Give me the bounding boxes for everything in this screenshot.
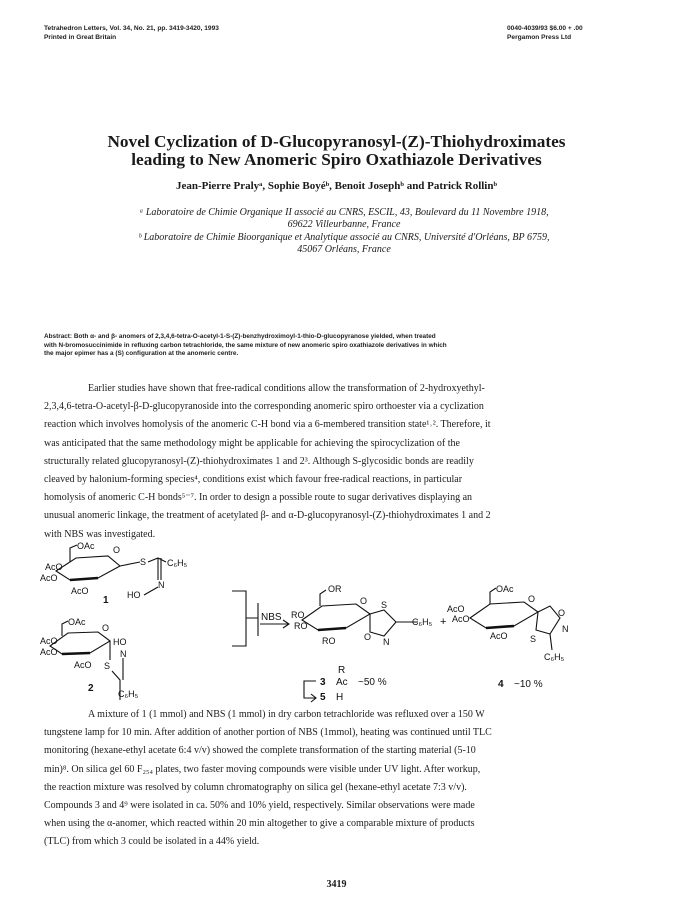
scheme-label: OAc bbox=[496, 584, 514, 594]
bond bbox=[148, 558, 166, 580]
plus-sign: + bbox=[440, 616, 447, 628]
paragraph-line: homolysis of anomeric C-H bonds⁵⁻⁷. In order to design a possible route to sugar derivatives displaying an bbox=[44, 492, 473, 504]
scheme-label: AcO bbox=[40, 647, 58, 657]
paragraph-line: when using the α-anomer, which reacted within 20 min altogether to give a comparable mixture of products bbox=[44, 818, 475, 830]
bond bbox=[318, 628, 346, 630]
paragraph-line: 2,3,4,6-tetra-O-acetyl-β-D-glucopyranoside into the corresponding anomeric spiro orthoester via a cyclization bbox=[44, 401, 484, 413]
bond bbox=[62, 653, 90, 654]
abstract-line: Abstract: Both α- and β- anomers of 2,3,4,6-tetra-O-acetyl-1-S-(Z)-benzhydroximoyl-1-thio-D-glucopyranose yielded, when treated bbox=[44, 333, 436, 340]
bond bbox=[120, 562, 140, 566]
pyranose-ring bbox=[302, 604, 370, 630]
nitrogen: N bbox=[383, 637, 390, 647]
journal-citation: Tetrahedron Letters, Vol. 34, No. 21, pp. 3419-3420, 1993 bbox=[44, 25, 219, 32]
scheme-label: RO bbox=[291, 610, 305, 620]
sulfur: S bbox=[530, 634, 537, 644]
title-line: leading to New Anomeric Spiro Oxathiazole Derivatives bbox=[131, 150, 542, 169]
scheme-label: OAc bbox=[77, 541, 95, 551]
scheme-label: AcO bbox=[71, 586, 89, 596]
substituent-header: R bbox=[338, 665, 346, 676]
reaction-scheme bbox=[40, 540, 640, 705]
experimental-paragraph bbox=[44, 706, 636, 852]
paragraph-line: the reaction mixture was resolved by column chromatography on silica gel (hexane-ethyl acetate 7:3 v/v). bbox=[44, 781, 467, 793]
journal-header bbox=[44, 24, 219, 42]
ring-oxygen: O bbox=[360, 596, 368, 606]
substituent-value: Ac bbox=[336, 677, 348, 688]
affiliation-a bbox=[64, 207, 624, 231]
ring-oxygen: O bbox=[102, 623, 110, 633]
scheme-label: C₆H₅ bbox=[118, 689, 139, 699]
sulfur: S bbox=[381, 600, 388, 610]
title-line: Novel Cyclization of D-Glucopyranosyl-(Z)-Thiohydroximates bbox=[107, 132, 566, 151]
scheme-label: AcO bbox=[452, 614, 470, 624]
scheme-label: C₆H₅ bbox=[412, 617, 433, 627]
scheme-label: RO bbox=[322, 636, 336, 646]
scheme-label: AcO bbox=[45, 562, 63, 572]
scheme-label: C₆H₅ bbox=[544, 652, 565, 662]
yield-value: ~50 % bbox=[358, 677, 387, 688]
reagent-label: NBS bbox=[261, 612, 282, 623]
yield-value: ~10 % bbox=[514, 679, 543, 690]
spiro-product-structure bbox=[291, 584, 433, 647]
ring-oxygen: O bbox=[528, 594, 536, 604]
bond bbox=[144, 587, 158, 595]
affiliation-b bbox=[64, 232, 624, 256]
scheme-label: AcO bbox=[447, 604, 465, 614]
scheme-label: HO bbox=[127, 590, 141, 600]
relation-bracket bbox=[304, 681, 316, 702]
compound-number: 4 bbox=[498, 679, 504, 690]
paragraph-line: with NBS was investigated. bbox=[44, 528, 156, 540]
affiliation-line: 69622 Villeurbanne, France bbox=[287, 219, 401, 230]
paragraph-line: reaction which involves homolysis of the anomeric C-H bond via a 6-membered transition state¹˒². Therefore, it bbox=[44, 419, 491, 431]
oxathiazole-ring bbox=[370, 610, 396, 636]
scheme-label: HO bbox=[113, 637, 127, 647]
bond bbox=[486, 626, 514, 628]
scheme-label: RO bbox=[294, 621, 308, 631]
bond bbox=[550, 634, 552, 650]
compound-number: 3 bbox=[320, 677, 326, 688]
oxathiazole-ring bbox=[536, 606, 560, 634]
pyranose-ring bbox=[470, 602, 538, 628]
sulfur: S bbox=[104, 661, 111, 671]
abstract bbox=[44, 333, 634, 359]
paragraph-line: (TLC) from which 3 could be isolated in a 44% yield. bbox=[44, 836, 260, 848]
reaction-bracket bbox=[232, 591, 258, 646]
compound-1-structure bbox=[40, 541, 188, 606]
paragraph-line: cleaved by halonium-forming species⁴, conditions exist which favour free-radical reactions, in particular bbox=[44, 474, 463, 486]
abstract-line: with N-bromosuccinimide in refluxing carbon tetrachloride, the same mixture of new anomeric spiro oxathiazole derivatives in which bbox=[44, 341, 447, 349]
intro-paragraph bbox=[44, 380, 636, 544]
compound-number: 5 bbox=[320, 692, 326, 703]
abstract-line: the major epimer has a (S) configuration at the anomeric centre. bbox=[44, 350, 239, 358]
bond bbox=[320, 590, 326, 606]
pyranose-ring bbox=[50, 632, 110, 654]
compound-2-structure bbox=[40, 617, 139, 700]
oxathiazole-oxygen: O bbox=[558, 608, 566, 618]
author-list: Jean-Pierre Pralyᵃ, Sophie Boyéᵇ, Benoit Josephᵇ and Patrick Rollinᵇ bbox=[175, 180, 498, 192]
paragraph-line: A mixture of 1 (1 mmol) and NBS (1 mmol) in dry carbon tetrachloride was refluxed over a 150 W bbox=[88, 709, 485, 720]
affiliation-line: ᵃ Laboratoire de Chimie Organique II associé au CNRS, ESCIL, 43, Boulevard du 11 Novembre 1918, bbox=[139, 207, 549, 218]
paragraph-line: Earlier studies have shown that free-radical conditions allow the transformation of 2-hydroxyethyl- bbox=[88, 383, 485, 394]
scheme-label: OR bbox=[328, 584, 342, 594]
printed-location: Printed in Great Britain bbox=[44, 34, 117, 41]
paragraph-line: Compounds 3 and 4⁹ were isolated in ca. 50% and 10% yield, respectively. Similar observations were made bbox=[44, 800, 475, 812]
compound-number: 2 bbox=[88, 683, 94, 694]
oxathiazole-oxygen: O bbox=[364, 632, 372, 642]
publisher-name: Pergamon Press Ltd bbox=[507, 34, 572, 41]
scheme-label: AcO bbox=[490, 631, 508, 641]
paragraph-line: structurally related glucopyranosyl-(Z)-thiohydroximates 1 and 2³. Although S-glycosidic bonds are readily bbox=[44, 455, 474, 467]
page-number: 3419 bbox=[326, 879, 347, 890]
price-code: 0040-4039/93 $6.00 + .00 bbox=[507, 25, 583, 32]
scheme-label: C₆H₅ bbox=[167, 558, 188, 568]
paper-title bbox=[0, 133, 673, 169]
paragraph-line: was anticipated that the same methodology might be applicable for achieving the spirocyclization of the bbox=[44, 437, 460, 449]
scheme-label: OAc bbox=[68, 617, 86, 627]
paragraph-line: monitoring (hexane-ethyl acetate 6:4 v/v) showed the complete transformation of the starting material (5-10 bbox=[44, 745, 476, 757]
substituent-value: H bbox=[336, 692, 344, 703]
sulfur: S bbox=[140, 557, 147, 567]
pyranose-ring bbox=[56, 556, 120, 580]
nitrogen: N bbox=[120, 649, 127, 659]
bond bbox=[70, 578, 98, 580]
affiliation-line: 45067 Orléans, France bbox=[297, 244, 391, 255]
nitrogen: N bbox=[158, 580, 165, 590]
spiro-epimer-structure bbox=[447, 584, 569, 662]
scheme-label: AcO bbox=[40, 636, 58, 646]
compound-number: 1 bbox=[103, 595, 109, 606]
paragraph-line: tungstene lamp for 10 min. After addition of another portion of NBS (1mmol), heating was continued until TLC bbox=[44, 727, 492, 739]
scheme-label: AcO bbox=[40, 573, 58, 583]
affiliation-line: ᵇ Laboratoire de Chimie Bioorganique et Analytique associé au CNRS, Université d'Orléans, BP 6759, bbox=[138, 232, 550, 243]
paragraph-line: min)⁸. On silica gel 60 F₂₅₄ plates, two faster moving compounds were visible under UV light. After workup, bbox=[44, 763, 481, 775]
paragraph-line: unusual anomeric linkage, the treatment of acetylated β- and α-D-glucopyranosyl-(Z)-thiohydroximates 1 and 2 bbox=[44, 510, 491, 522]
publisher-header bbox=[507, 24, 583, 42]
ring-oxygen: O bbox=[113, 545, 121, 555]
scheme-label: AcO bbox=[74, 660, 92, 670]
nitrogen: N bbox=[562, 624, 569, 634]
